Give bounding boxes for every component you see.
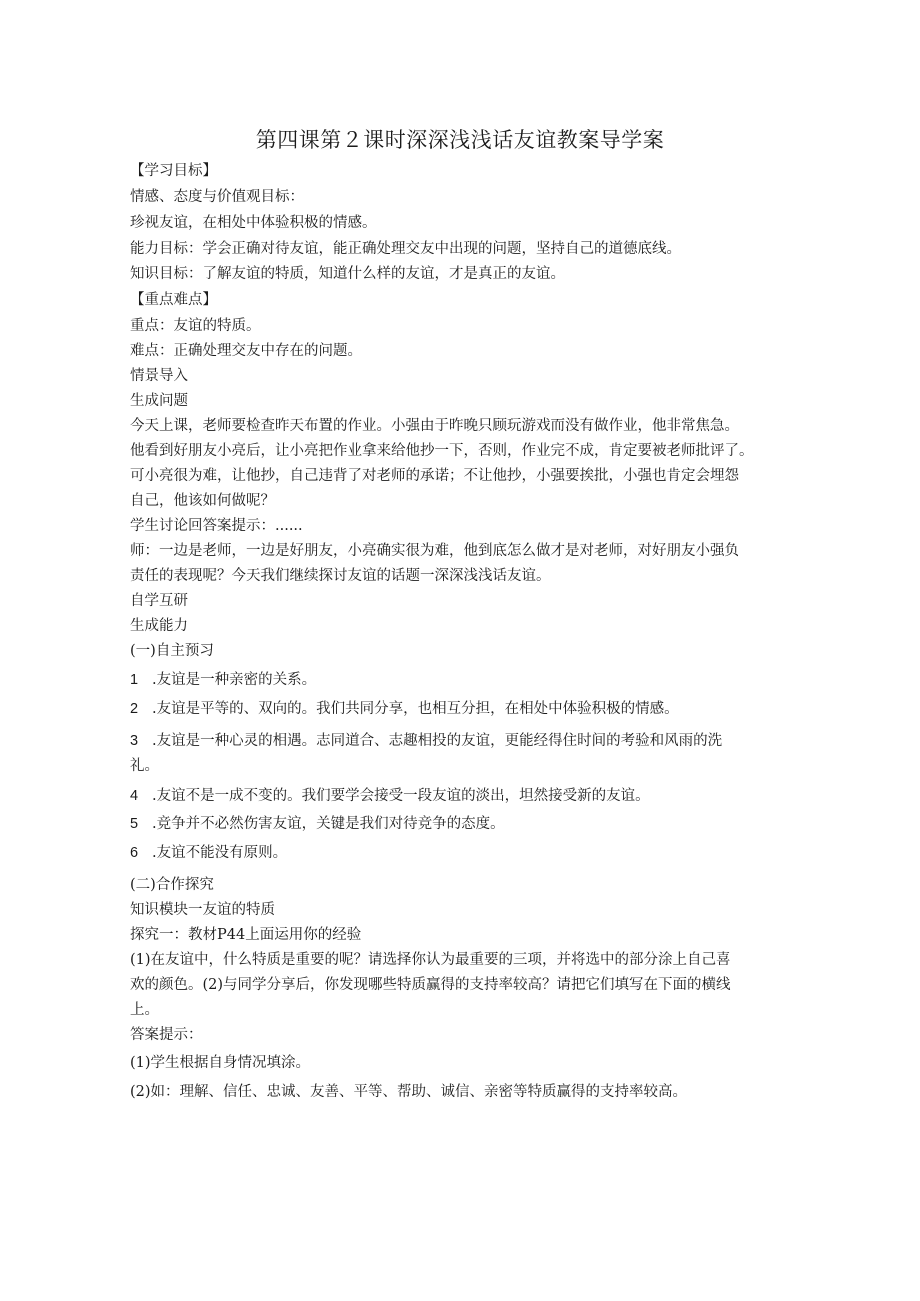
intro-paragraph-line: 他看到好朋友小亮后，让小亮把作业拿来给他抄一下，否则，作业完不成，肯定要被老师批评了。 <box>130 443 754 459</box>
preview-item-text: .友谊是一种心灵的相遇。志同道合、志趣相投的友谊，更能经得住时间的考验和风雨的洗 <box>152 733 723 749</box>
intro-paragraph-line: 可小亮很为难，让他抄，自己违背了对老师的承诺；不让他抄，小强要挨批，小强也肯定会埋怨 <box>130 468 739 484</box>
intro-subheading: 生成问题 <box>130 393 188 409</box>
preview-item <box>130 670 316 690</box>
preview-item <box>130 699 679 719</box>
intro-paragraph-line: 今天上课，老师要检查昨天布置的作业。小强由于昨晚只顾玩游戏而没有做作业，他非常焦急。 <box>130 418 739 434</box>
goal-line: 情感、态度与价值观目标： <box>130 189 304 205</box>
goal-line: 能力目标：学会正确对待友谊，能正确处理交友中出现的问题，坚持自己的道德底线。 <box>130 241 681 257</box>
self-study-subheading: 生成能力 <box>130 618 188 634</box>
preview-item-number: 3 <box>130 733 139 749</box>
preview-item-number: 6 <box>130 845 139 861</box>
preview-item-text: .友谊是平等的、双向的。我们共同分享，也相互分担，在相处中体验积极的情感。 <box>152 701 679 717</box>
answer-heading: 答案提示： <box>130 1027 203 1043</box>
teacher-line: 师：一边是老师，一边是好朋友，小亮确实很为难，他到底怎么做才是对老师，对好朋友小强负 <box>130 543 739 559</box>
preview-item <box>130 843 287 863</box>
goals-heading: 【学习目标】 <box>130 163 217 179</box>
self-study-heading: 自学互研 <box>130 593 188 609</box>
preview-item-text: .友谊不能没有原则。 <box>152 845 288 861</box>
preview-item-number: 1 <box>130 672 139 688</box>
preview-item-continuation: 礼。 <box>130 758 159 774</box>
intro-heading: 情景导入 <box>130 368 188 384</box>
preview-item <box>130 731 722 751</box>
preview-item-number: 4 <box>130 788 139 804</box>
key-line: 重点：友谊的特质。 <box>130 318 261 334</box>
teacher-line: 责任的表现呢？今天我们继续探讨友谊的话题一深深浅浅话友谊。 <box>130 568 551 584</box>
goal-line: 知识目标：了解友谊的特质，知道什么样的友谊，才是真正的友谊。 <box>130 266 565 282</box>
coop-heading: (二)合作探究 <box>130 877 214 893</box>
preview-item-number: 5 <box>130 816 139 832</box>
answer-line: (2)如：理解、信任、忠诚、友善、平等、帮助、诚信、亲密等特质赢得的支持率较高。 <box>130 1084 688 1100</box>
page-title: 第四课第２课时深深浅浅话友谊教案导学案 <box>255 128 665 152</box>
module-heading: 知识模块一友谊的特质 <box>130 902 275 918</box>
key-heading: 【重点难点】 <box>130 292 217 308</box>
preview-item-text: .友谊是一种亲密的关系。 <box>152 672 317 688</box>
intro-paragraph-line: 自己，他该如何做呢？ <box>130 493 275 509</box>
preview-item-number: 2 <box>130 701 139 717</box>
explore-heading: 探究一：教材P44上面运用你的经验 <box>130 927 362 943</box>
preview-item <box>130 814 505 834</box>
explore-line: 上。 <box>130 1002 159 1018</box>
discussion-line: 学生讨论回答案提示：...... <box>130 518 303 534</box>
explore-line: 欢的颜色。(2)与同学分享后，你发现哪些特质赢得的支持率较高？请把它们填写在下面的横线 <box>130 977 731 993</box>
preview-heading: (一)自主预习 <box>130 643 214 659</box>
answer-line: (1)学生根据自身情况填涂。 <box>130 1055 311 1071</box>
preview-item-text: .竞争并不必然伤害友谊，关键是我们对待竞争的态度。 <box>152 816 505 832</box>
goal-line: 珍视友谊，在相处中体验积极的情感。 <box>130 215 377 231</box>
preview-item-text: .友谊不是一成不变的。我们要学会接受一段友谊的淡出，坦然接受新的友谊。 <box>152 788 650 804</box>
key-line: 难点：正确处理交友中存在的问题。 <box>130 343 362 359</box>
preview-item <box>130 786 650 806</box>
explore-line: (1)在友谊中，什么特质是重要的呢？请选择你认为最重要的三项，并将选中的部分涂上自己喜 <box>130 952 731 968</box>
